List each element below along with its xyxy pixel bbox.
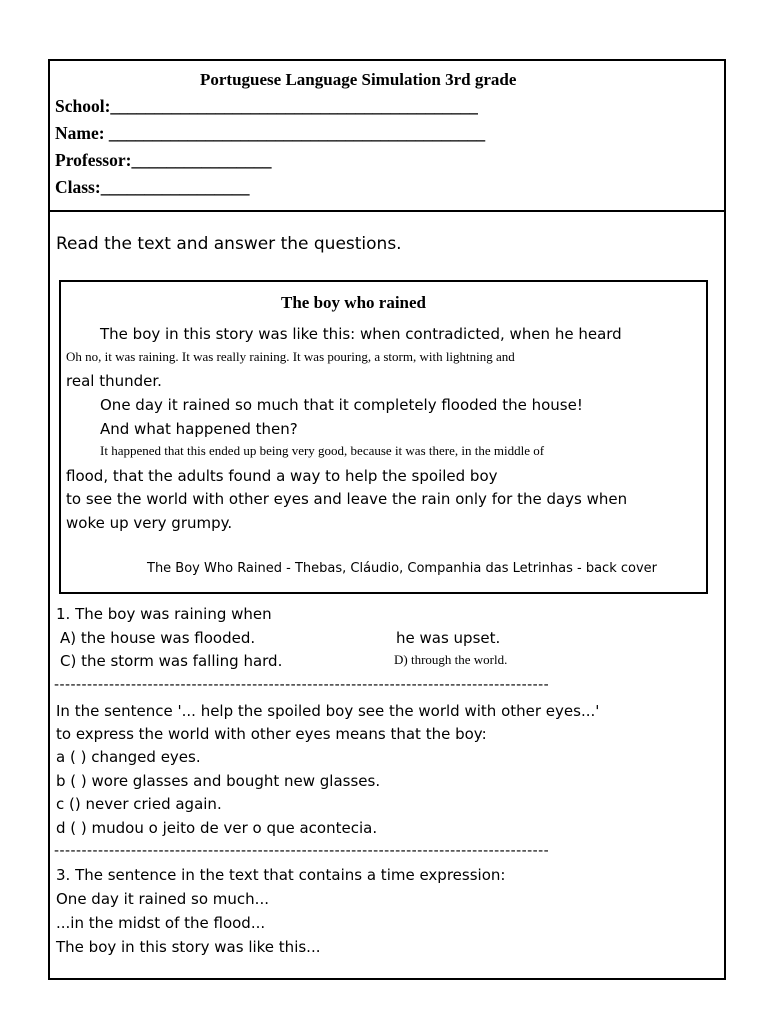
q3-option-2: ...in the midst of the flood... bbox=[56, 914, 266, 932]
q1-option-a: A) the house was flooded. bbox=[60, 629, 256, 647]
story-line: woke up very grumpy. bbox=[66, 514, 233, 532]
story-source: The Boy Who Rained - Thebas, Cláudio, Companhia das Letrinhas - back cover bbox=[147, 561, 657, 576]
story-box bbox=[59, 280, 708, 594]
q1-option-b: he was upset. bbox=[396, 629, 501, 647]
q2-option-d: d ( ) mudou o jeito de ver o que acontecia. bbox=[56, 819, 378, 837]
header-divider bbox=[48, 210, 726, 212]
page-title: Portuguese Language Simulation 3rd grade bbox=[200, 70, 517, 89]
q2-option-b: b ( ) wore glasses and bought new glasses. bbox=[56, 772, 381, 790]
question-2-line1: In the sentence '... help the spoiled boy see the world with other eyes...' bbox=[56, 702, 600, 720]
story-line: Oh no, it was raining. It was really raining. It was pouring, a storm, with lightning and bbox=[66, 349, 515, 364]
q3-option-1: One day it rained so much... bbox=[56, 890, 269, 908]
story-line: And what happened then? bbox=[100, 420, 298, 438]
name-field: Name: ___________________________________________ bbox=[55, 123, 486, 143]
story-line: flood, that the adults found a way to help the spoiled boy bbox=[66, 467, 498, 485]
dashed-separator: ------------------------------------------------------------------------------------------ bbox=[54, 677, 550, 693]
class-field: Class:_________________ bbox=[55, 177, 250, 197]
story-line: It happened that this ended up being very good, because it was there, in the middle of bbox=[100, 443, 545, 458]
q3-option-3: The boy in this story was like this... bbox=[56, 938, 321, 956]
q1-option-d: D) through the world. bbox=[394, 652, 508, 667]
dashed-separator: ------------------------------------------------------------------------------------------ bbox=[54, 843, 550, 859]
story-line: One day it rained so much that it completely flooded the house! bbox=[100, 396, 583, 414]
question-3-prompt: 3. The sentence in the text that contains a time expression: bbox=[56, 866, 506, 884]
q2-option-c: c () never cried again. bbox=[56, 795, 222, 813]
instructions: Read the text and answer the questions. bbox=[56, 234, 402, 254]
story-line: to see the world with other eyes and leave the rain only for the days when bbox=[66, 490, 628, 508]
q2-option-a: a ( ) changed eyes. bbox=[56, 748, 201, 766]
question-1-prompt: 1. The boy was raining when bbox=[56, 605, 272, 623]
story-line: real thunder. bbox=[66, 372, 162, 390]
story-line: The boy in this story was like this: when contradicted, when he heard bbox=[100, 325, 622, 343]
school-field: School:__________________________________________ bbox=[55, 96, 478, 116]
professor-field: Professor:________________ bbox=[55, 150, 272, 170]
story-title: The boy who rained bbox=[281, 293, 426, 312]
question-2-line2: to express the world with other eyes means that the boy: bbox=[56, 725, 487, 743]
q1-option-c: C) the storm was falling hard. bbox=[60, 652, 283, 670]
